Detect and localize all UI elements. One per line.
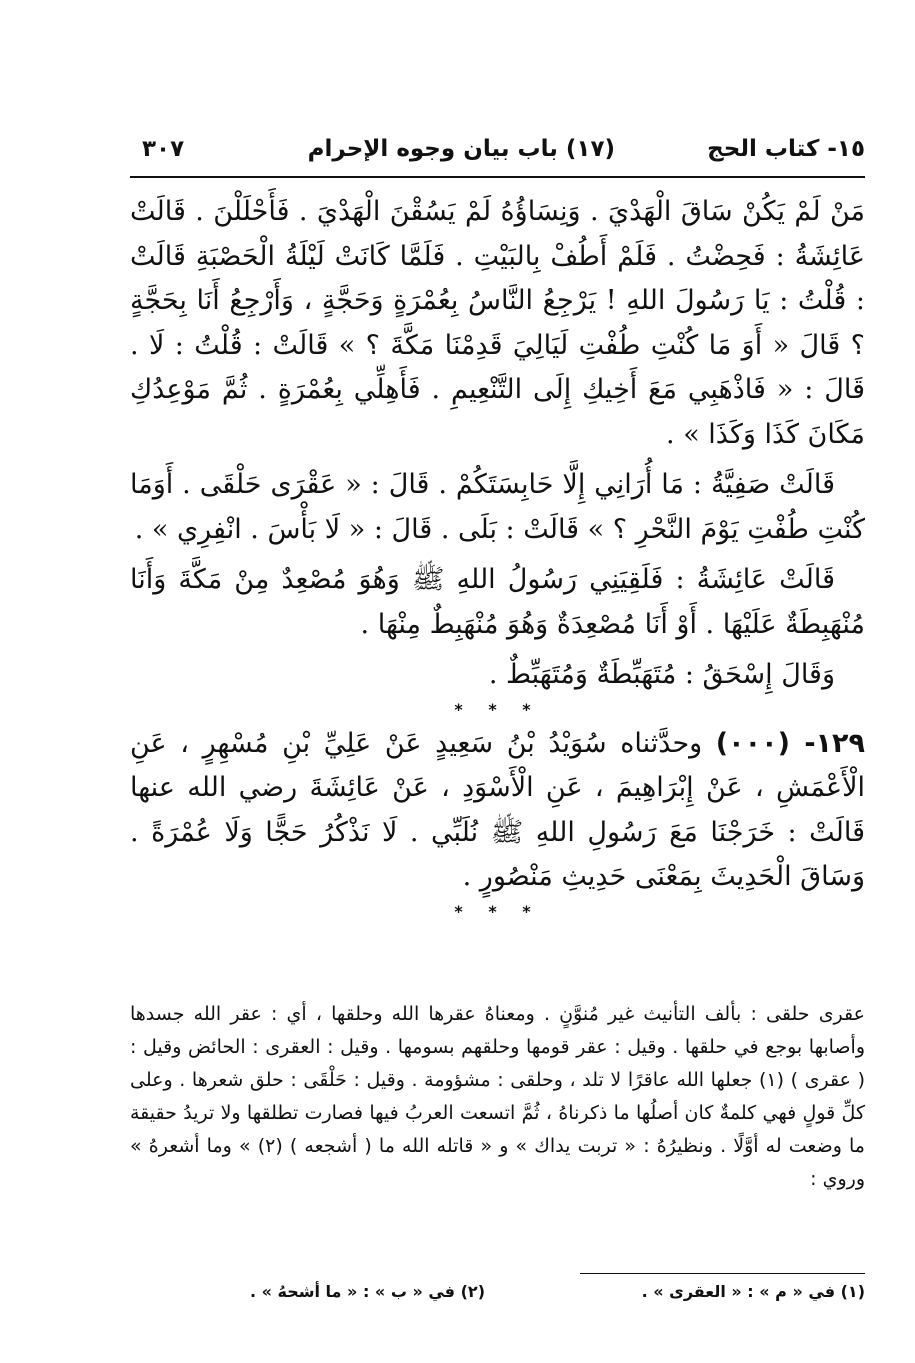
document-page [130, 128, 865, 1348]
separator-stars: * * * [454, 699, 541, 719]
paragraph-2: قَالَتْ صَفِيَّةُ : مَا أُرَانِي إِلَّا حَابِسَتَكُمْ . قَالَ : « عَقْرَى حَلْقَى . أَوَمَا كُنْتِ طُفْتِ يَوْمَ النَّحْرِ ؟ » قَالَتْ : بَلَى . قَالَ : « لَا بَأْسَ . انْفِرِي » . [130, 469, 865, 545]
paragraph-1: مَنْ لَمْ يَكُنْ سَاقَ الْهَدْيَ . وَنِسَاؤُهُ لَمْ يَسُقْنَ الْهَدْيَ . فَأَحْلَلْنَ . قَالَتْ عَائِشَةُ : فَحِضْتُ . فَلَمْ أَطُفْ بِالبَيْتِ . فَلَمَّا كَانَتْ لَيْلَةُ الْحَصْبَةِ قَالَتْ : قُلْتُ : يَا رَسُولَ اللهِ ! يَرْجِعُ النَّاسُ بِعُمْرَةٍ وَحَجَّةٍ ، وَأَرْجِعُ أَنَا بِحَجَّةٍ ؟ قَالَ « أَوَ مَا كُنْتِ طُفْتِ لَيَالِيَ قَدِمْنَا مَكَّةَ ؟ » قَالَتْ : قُلْتُ : لَا . قَالَ : « فَاذْهَبِي مَعَ أَخِيكِ إِلَى التَّنْعِيمِ . فَأَهِلِّي بِعُمْرَةٍ . ثُمَّ مَوْعِدُكِ مَكَانَ كَذَا وَكَذَا » . [130, 196, 865, 450]
hadith-paragraph [130, 722, 865, 900]
header-rule [130, 176, 865, 178]
book-label: ١٥- كتاب الحج [707, 136, 865, 162]
page-header [130, 136, 865, 176]
page-number: ٣٠٧ [142, 136, 185, 162]
chapter-title: (١٧) باب بيان وجوه الإحرام [307, 136, 615, 162]
footnote-1: (١) في « م » : « العقرى » . [641, 1282, 865, 1301]
paragraph-4: وَقَالَ إِسْحَقُ : مُتَهَبِّطَةٌ وَمُتَهَبِّطٌ . [488, 659, 835, 690]
hadith-text: وحدَّثناه سُوَيْدُ بْنُ سَعِيدٍ عَنْ عَلِيِّ بْنِ مُسْهِرٍ ، عَنِ الْأَعْمَشِ ، عَنْ إِبْرَاهِيمَ ، عَنِ الْأَسْوَدِ ، عَنْ عَائِشَةَ رضي الله عنها قَالَتْ : خَرَجْنَا مَعَ رَسُولِ اللهِ ﷺ نُلَبِّي . لَا نَذْكُرُ حَجًّا وَلَا عُمْرَةً . وَسَاقَ الْحَدِيثَ بِمَعْنَى حَدِيثِ مَنْصُورٍ . [130, 727, 865, 892]
commentary-text: عقرى حلقى : بألف التأنيث غير مُنوَّنٍ . ومعناهُ عقرها الله وحلقها ، أي : عقر الله جسدها وأصابها بوجع في حلقها . وقيل : عقر قومها وحلقهم بسومها . وقيل : العقرى : الحائض وقيل : ( عقرى ) (١) جعلها الله عاقرًا لا تلد ، وحلقى : مشؤومة . وقيل : حَلْقَى : حلق شعرها . وعلى كلِّ قولٍ فهي كلمةٌ كان أصلُها ما ذكرناهُ ، ثُمَّ اتسعت العربُ فيها فصارت تطلقها ولا تريدُ حقيقة ما وضعت له أوَّلًا . ونظيرُهُ : « تربت يداك » و « قاتله الله ما ( أشجعه ) (٢) » وما أشعرهُ » وروي : [130, 1003, 865, 1190]
footnote-rule [580, 1273, 865, 1274]
footnote-2: (٢) في « ب » : « ما أشحهُ » . [249, 1282, 485, 1301]
paragraph-3: قَالَتْ عَائِشَةُ : فَلَقِيَنِي رَسُولُ اللهِ ﷺ وَهُوَ مُصْعِدٌ مِنْ مَكَّةَ وَأَنَا مُنْهَبِطَةٌ عَلَيْهَا . أَوْ أَنَا مُصْعِدَةٌ وَهُوَ مُنْهَبِطٌ مِنْهَا . [130, 564, 865, 640]
commentary-notes [130, 998, 865, 1196]
separator-stars: * * * [454, 901, 541, 921]
hadith-number: ١٢٩- (٠٠٠) [715, 727, 865, 759]
main-text [130, 190, 865, 924]
